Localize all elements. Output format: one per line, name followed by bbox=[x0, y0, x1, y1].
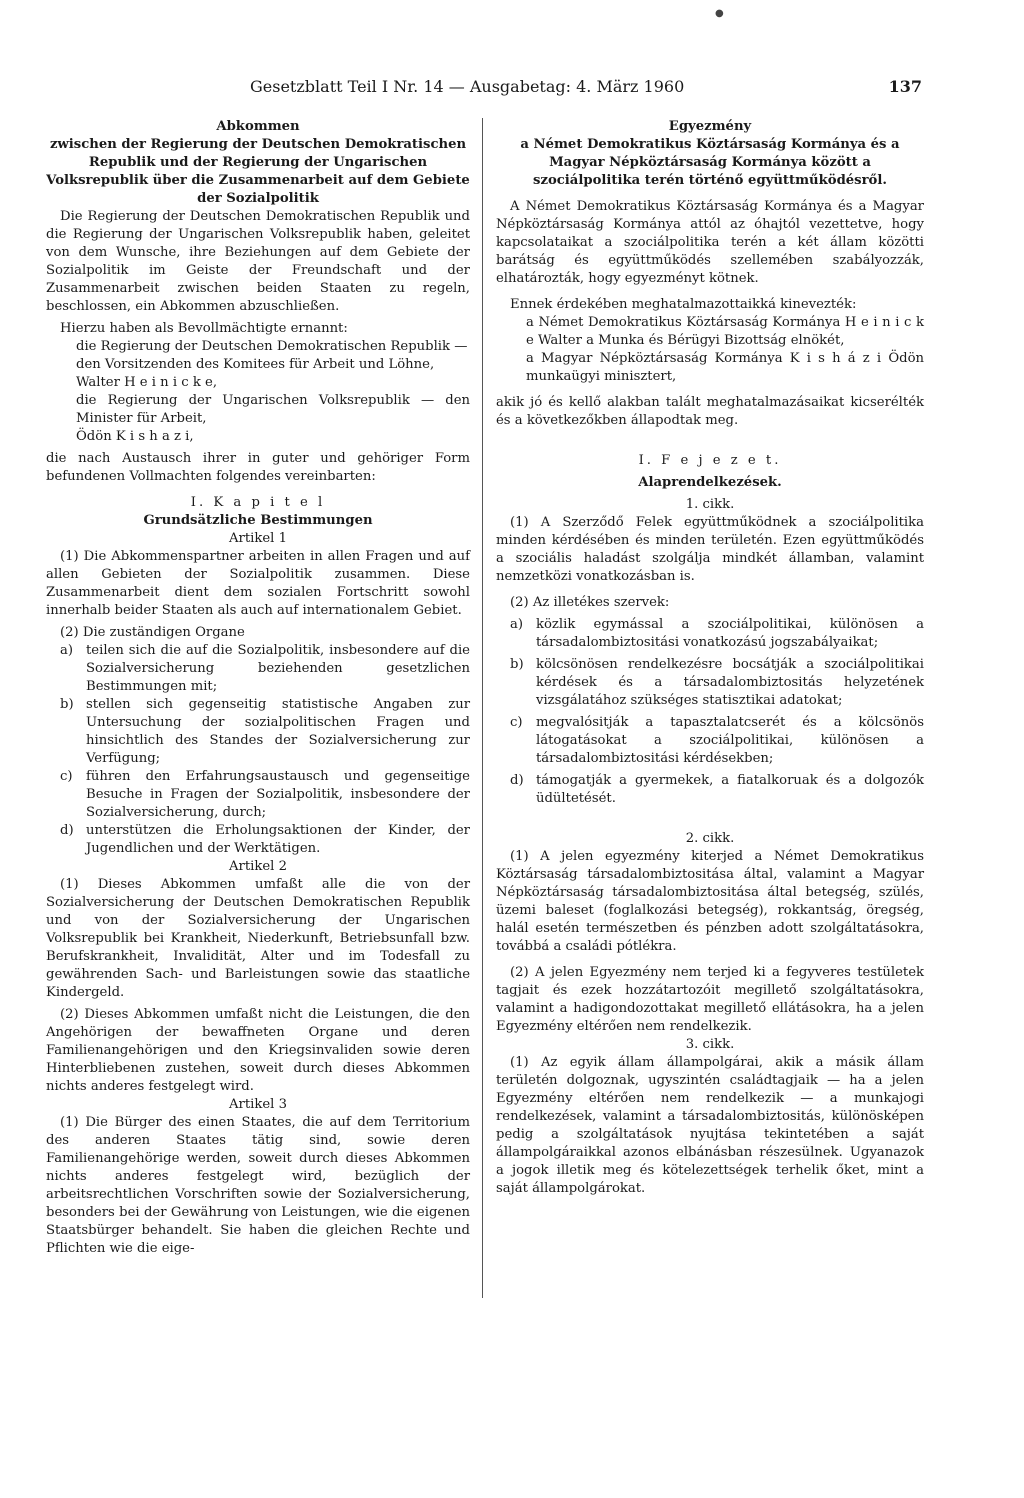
list-item-text: führen den Erfahrungsaustausch und gegenseitige Besuche in Fragen der Sozialpolitik, insbesondere der Sozialversicherung, durch; bbox=[86, 769, 470, 820]
page-number: 137 bbox=[888, 77, 922, 96]
de-subtitle: zwischen der Regierung der Deutschen Demokratischen Republik und der Regierung der Ungarischen Volksrepublik über die Zusammenarbeit auf dem Gebiete der Sozialpolitik bbox=[46, 137, 470, 206]
list-item-label: c) bbox=[510, 715, 523, 730]
list-item bbox=[496, 772, 924, 808]
list-item-text: közlik egymással a szociálpolitikai, különösen a társadalombiztositási vonatkozású jogszabályaikat; bbox=[536, 617, 924, 650]
list-item bbox=[496, 656, 924, 710]
hu-article-3-para-1: (1) Az egyik állam állampolgárai, akik a másik állam területén dolgoznak, ugyszintén családtagjaik — ha a jelen Egyezmény eltérően nem rendelkezik — a munkajogi rendelkezések, valamint a társadalombiztositás, különösképen pedig a szolgáltatások nyujtása tekintetében a saját állampolgáraikkal azonos elbánásban részesülnek. Ugyanazok a jogok illetik meg és kötelezettségek terhelik őket, mint a saját állampolgárokat. bbox=[496, 1055, 924, 1196]
list-item bbox=[46, 642, 470, 696]
running-title: Gesetzblatt Teil I Nr. 14 — Ausgabetag: 4. März 1960 bbox=[250, 77, 685, 96]
hu-plenipotentiaries bbox=[496, 314, 924, 386]
de-article-2-para-1: (1) Dieses Abkommen umfaßt alle die von der Sozialversicherung der Deutschen Demokratischen Republik und von der Sozialversicherung der Ungarischen Volksrepublik bei Krankheit, Niederkunft, Betriebsunfall bzw. Berufskrankheit, Invalidität, Alter und im Todesfall zu gewährenden Sach- und Barleistungen sowie das staatliche Kindergeld. bbox=[46, 877, 470, 1000]
list-item-text: támogatják a gyermekek, a fiatalkoruak és a dolgozók üdültetését. bbox=[536, 773, 924, 806]
de-preamble: Die Regierung der Deutschen Demokratischen Republik und die Regierung der Ungarischen Volksrepublik haben, geleitet von dem Wunsche, ihre Beziehungen auf dem Gebiete der Sozialpolitik im Geiste der Freundschaft und der Zusammenarbeit zwischen beiden Staaten zu regeln, beschlossen, ein Abkommen abzuschließen. bbox=[46, 209, 470, 314]
hu-subtitle: a Német Demokratikus Köztársaság Kormánya és a Magyar Népköztársaság Kormánya között a szociálpolitika terén történő együttműködésről. bbox=[520, 137, 900, 188]
list-item-text: unterstützen die Erholungsaktionen der Kinder, der Jugendlichen und der Werktätigen. bbox=[86, 823, 470, 856]
hu-article-1-para-2: (2) Az illetékes szervek: bbox=[510, 595, 670, 610]
de-plenipotentiary-line: den Vorsitzenden des Komitees für Arbeit und Löhne, bbox=[76, 357, 435, 372]
de-article-2-para-2: (2) Dieses Abkommen umfaßt nicht die Leistungen, die den Angehörigen der bewaffneten Organe und deren Familienangehörigen und den Kriegsinvaliden sowie deren Hinterbliebenen zustehen, soweit durch dieses Abkommen nichts anderes festgelegt wird. bbox=[46, 1007, 470, 1094]
list-item-text: kölcsönösen rendelkezésre bocsátják a szociálpolitikai kérdések és a társadalombiztositás helyzetének vizsgálatához szükséges statisztikai adatokat; bbox=[536, 657, 924, 708]
de-plenipotentiaries-intro: Hierzu haben als Bevollmächtigte ernannt: bbox=[60, 321, 348, 336]
list-item bbox=[46, 696, 470, 768]
de-article-3-para-1: (1) Die Bürger des einen Staates, die auf dem Territorium des anderen Staates tätig sind, sowie deren Familienangehörige werden, soweit durch dieses Abkommen nichts anderes festgelegt wird, bezüglich der arbeitsrechtlichen Vorschriften sowie der Sozialversicherung, besonders bei der Gewährung von Leistungen, wie die eigenen Staatsbürger behandelt. Sie haben die gleichen Rechte und Pflichten wie die eige- bbox=[46, 1115, 470, 1256]
hu-chapter-heading: I. F e j e z e t. bbox=[638, 453, 782, 468]
list-item-label: d) bbox=[510, 773, 524, 788]
list-item bbox=[496, 616, 924, 652]
de-chapter-title: Grundsätzliche Bestimmungen bbox=[143, 513, 373, 528]
hu-plenipotentiary-line: a Magyar Népköztársaság Kormánya K i s h á z i Ödön munkaügyi minisztert, bbox=[526, 351, 924, 384]
hu-article-1-list bbox=[496, 616, 924, 808]
column-divider bbox=[482, 118, 483, 1298]
de-title: Abkommen bbox=[216, 119, 300, 134]
list-item bbox=[46, 822, 470, 858]
list-item-text: teilen sich die auf die Sozialpolitik, insbesondere auf die Sozialversicherung beziehenden gesetzlichen Bestimmungen mit; bbox=[86, 643, 470, 694]
list-item-label: a) bbox=[510, 617, 524, 632]
list-item-label: c) bbox=[60, 769, 73, 784]
de-article-1-para-2: (2) Die zuständigen Organe bbox=[60, 625, 245, 640]
german-column bbox=[46, 118, 470, 1258]
de-plenipotentiary-name: Ödön K i s h a z i, bbox=[76, 429, 194, 444]
list-item-label: b) bbox=[510, 657, 524, 672]
hu-article-1-para-1: (1) A Szerződő Felek együttműködnek a szociálpolitika minden kérdésében és minden területén. Ezen együttműködés a szociális haladást szolgálja mindkét államban, valamint nemzetközi vonatkozásban is. bbox=[496, 515, 924, 584]
de-article-1-list bbox=[46, 642, 470, 858]
hungarian-column bbox=[496, 118, 924, 1198]
hu-article-2-heading: 2. cikk. bbox=[685, 831, 735, 846]
hu-plenipotentiary-line: a Német Demokratikus Köztársaság Kormánya H e i n i c k e Walter a Munka és Bérügyi Bizottság elnökét, bbox=[526, 315, 924, 348]
print-speck: ● bbox=[715, 8, 724, 19]
hu-exchange-clause: akik jó és kellő alakban talált meghatalmazásaikat kicserélték és a következőkben állapodtak meg. bbox=[496, 395, 924, 428]
hu-chapter-title: Alaprendelkezések. bbox=[638, 475, 782, 490]
de-article-1-para-1: (1) Die Abkommenspartner arbeiten in allen Fragen und auf allen Gebieten der Sozialpolitik zusammen. Diese Zusammenarbeit dient dem sozialen Fortschritt sowohl innerhalb beider Staaten als auch auf internationalem Gebiet. bbox=[46, 549, 470, 618]
de-plenipotentiary-line: die Regierung der Deutschen Demokratischen Republik — bbox=[76, 339, 468, 354]
list-item-label: b) bbox=[60, 697, 74, 712]
list-item bbox=[496, 714, 924, 768]
hu-article-1-heading: 1. cikk. bbox=[685, 497, 735, 512]
hu-plenipotentiaries-intro: Ennek érdekében meghatalmazottaikká kinevezték: bbox=[510, 297, 857, 312]
de-plenipotentiary-name: Walter H e i n i c k e, bbox=[76, 375, 218, 390]
list-item-text: stellen sich gegenseitig statistische Angaben zur Untersuchung der sozialpolitischen Fragen und hinsichtlich des Standes der Sozialversicherung zur Verfügung; bbox=[86, 697, 470, 766]
list-item-label: d) bbox=[60, 823, 74, 838]
de-article-3-heading: Artikel 3 bbox=[229, 1097, 287, 1112]
hu-title: Egyezmény bbox=[668, 119, 752, 134]
de-exchange-clause: die nach Austausch ihrer in guter und gehöriger Form befundenen Vollmachten folgendes vereinbarten: bbox=[46, 451, 470, 484]
de-plenipotentiaries bbox=[46, 338, 470, 446]
hu-article-2-para-1: (1) A jelen egyezmény kiterjed a Német Demokratikus Köztársaság társadalombiztositása által, valamint a Magyar Népköztársaság társadalombiztositása által betegség, szülés, üzemi baleset (foglalkozási betegség), rokkantság, öregség, halál esetén természetben és pénzben adott szolgáltatásokra, továbbá a családi pótlékra. bbox=[496, 849, 924, 954]
de-article-2-heading: Artikel 2 bbox=[229, 859, 287, 874]
hu-preamble: A Német Demokratikus Köztársaság Kormánya és a Magyar Népköztársaság Kormánya attól az óhajtól vezettetve, hogy kapcsolataikat a szociálpolitika terén a két állam közötti barátság és együttműködés szellemében szabályozzák, elhatározták, hogy egyezményt kötnek. bbox=[496, 199, 924, 286]
hu-article-2-para-2: (2) A jelen Egyezmény nem terjed ki a fegyveres testületek tagjait és ezek hozzátartozóit megillető szolgáltatásokra, valamint a hadigondozottakat megillető ellátásokra, ha a jelen Egyezmény eltérően nem rendelkezik. bbox=[496, 965, 924, 1034]
page-header bbox=[250, 74, 922, 100]
de-article-1-heading: Artikel 1 bbox=[229, 531, 287, 546]
de-chapter-heading: I. K a p i t e l bbox=[190, 495, 326, 510]
list-item-label: a) bbox=[60, 643, 74, 658]
list-item-text: megvalósitják a tapasztalatcserét és a kölcsönös látogatásokat a szociálpolitikai, különösen a társadalombiztositási kérdésekben; bbox=[536, 715, 924, 766]
de-plenipotentiary-line: die Regierung der Ungarischen Volksrepublik — den Minister für Arbeit, bbox=[76, 393, 470, 426]
list-item bbox=[46, 768, 470, 822]
hu-article-3-heading: 3. cikk. bbox=[685, 1037, 735, 1052]
